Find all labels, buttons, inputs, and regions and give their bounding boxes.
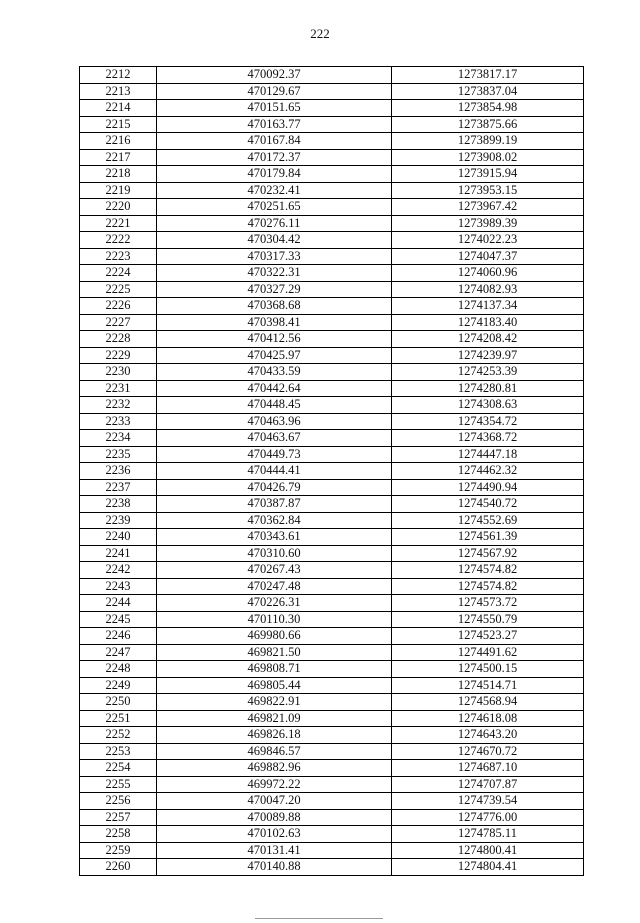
table-row xyxy=(80,512,584,529)
x-coordinate-cell: 470267.43 xyxy=(157,562,392,579)
y-coordinate-cell: 1274540.72 xyxy=(392,496,584,513)
point-number-cell: 2227 xyxy=(80,314,157,331)
table-row xyxy=(80,677,584,694)
table-row xyxy=(80,710,584,727)
table-row xyxy=(80,149,584,166)
table-row xyxy=(80,463,584,480)
x-coordinate-cell: 470131.41 xyxy=(157,842,392,859)
table-row xyxy=(80,628,584,645)
y-coordinate-cell: 1273953.15 xyxy=(392,182,584,199)
point-number-cell: 2219 xyxy=(80,182,157,199)
y-coordinate-cell: 1274082.93 xyxy=(392,281,584,298)
x-coordinate-cell: 470102.63 xyxy=(157,826,392,843)
table-row xyxy=(80,446,584,463)
point-number-cell: 2260 xyxy=(80,859,157,876)
point-number-cell: 2237 xyxy=(80,479,157,496)
y-coordinate-cell: 1274707.87 xyxy=(392,776,584,793)
y-coordinate-cell: 1273989.39 xyxy=(392,215,584,232)
point-number-cell: 2230 xyxy=(80,364,157,381)
point-number-cell: 2242 xyxy=(80,562,157,579)
point-number-cell: 2221 xyxy=(80,215,157,232)
table-row xyxy=(80,496,584,513)
x-coordinate-cell: 470362.84 xyxy=(157,512,392,529)
y-coordinate-cell: 1274800.41 xyxy=(392,842,584,859)
y-coordinate-cell: 1274643.20 xyxy=(392,727,584,744)
y-coordinate-cell: 1274514.71 xyxy=(392,677,584,694)
x-coordinate-cell: 470110.30 xyxy=(157,611,392,628)
point-number-cell: 2232 xyxy=(80,397,157,414)
point-number-cell: 2235 xyxy=(80,446,157,463)
point-number-cell: 2224 xyxy=(80,265,157,282)
point-number-cell: 2233 xyxy=(80,413,157,430)
table-row xyxy=(80,859,584,876)
x-coordinate-cell: 469980.66 xyxy=(157,628,392,645)
x-coordinate-cell: 470167.84 xyxy=(157,133,392,150)
y-coordinate-cell: 1274573.72 xyxy=(392,595,584,612)
y-coordinate-cell: 1274567.92 xyxy=(392,545,584,562)
point-number-cell: 2213 xyxy=(80,83,157,100)
y-coordinate-cell: 1274568.94 xyxy=(392,694,584,711)
point-number-cell: 2231 xyxy=(80,380,157,397)
table-row xyxy=(80,116,584,133)
table-row xyxy=(80,215,584,232)
x-coordinate-cell: 470322.31 xyxy=(157,265,392,282)
table-row xyxy=(80,776,584,793)
table-row xyxy=(80,694,584,711)
point-number-cell: 2240 xyxy=(80,529,157,546)
y-coordinate-cell: 1273908.02 xyxy=(392,149,584,166)
y-coordinate-cell: 1274574.82 xyxy=(392,578,584,595)
x-coordinate-cell: 470442.64 xyxy=(157,380,392,397)
table-row xyxy=(80,314,584,331)
x-coordinate-cell: 470387.87 xyxy=(157,496,392,513)
x-coordinate-cell: 470089.88 xyxy=(157,809,392,826)
point-number-cell: 2259 xyxy=(80,842,157,859)
point-number-cell: 2220 xyxy=(80,199,157,216)
table-row xyxy=(80,232,584,249)
table-row xyxy=(80,83,584,100)
point-number-cell: 2217 xyxy=(80,149,157,166)
y-coordinate-cell: 1274253.39 xyxy=(392,364,584,381)
y-coordinate-cell: 1273899.19 xyxy=(392,133,584,150)
y-coordinate-cell: 1274208.42 xyxy=(392,331,584,348)
table-row xyxy=(80,562,584,579)
point-number-cell: 2222 xyxy=(80,232,157,249)
x-coordinate-cell: 470172.37 xyxy=(157,149,392,166)
table-row xyxy=(80,760,584,777)
x-coordinate-cell: 470092.37 xyxy=(157,67,392,84)
y-coordinate-cell: 1273875.66 xyxy=(392,116,584,133)
table-row xyxy=(80,842,584,859)
point-number-cell: 2251 xyxy=(80,710,157,727)
page-number: 222 xyxy=(310,26,330,41)
x-coordinate-cell: 470179.84 xyxy=(157,166,392,183)
point-number-cell: 2252 xyxy=(80,727,157,744)
y-coordinate-cell: 1274137.34 xyxy=(392,298,584,315)
y-coordinate-cell: 1274550.79 xyxy=(392,611,584,628)
x-coordinate-cell: 470463.67 xyxy=(157,430,392,447)
point-number-cell: 2245 xyxy=(80,611,157,628)
y-coordinate-cell: 1274060.96 xyxy=(392,265,584,282)
point-number-cell: 2218 xyxy=(80,166,157,183)
point-number-cell: 2214 xyxy=(80,100,157,117)
table-row xyxy=(80,67,584,84)
y-coordinate-cell: 1274462.32 xyxy=(392,463,584,480)
x-coordinate-cell: 470463.96 xyxy=(157,413,392,430)
table-row xyxy=(80,199,584,216)
x-coordinate-cell: 470151.65 xyxy=(157,100,392,117)
x-coordinate-cell: 470398.41 xyxy=(157,314,392,331)
y-coordinate-cell: 1274687.10 xyxy=(392,760,584,777)
y-coordinate-cell: 1273854.98 xyxy=(392,100,584,117)
y-coordinate-cell: 1274308.63 xyxy=(392,397,584,414)
y-coordinate-cell: 1274491.62 xyxy=(392,644,584,661)
x-coordinate-cell: 470247.48 xyxy=(157,578,392,595)
y-coordinate-cell: 1274490.94 xyxy=(392,479,584,496)
point-number-cell: 2257 xyxy=(80,809,157,826)
table-row xyxy=(80,347,584,364)
x-coordinate-cell: 470412.56 xyxy=(157,331,392,348)
x-coordinate-cell: 470448.45 xyxy=(157,397,392,414)
table-row xyxy=(80,545,584,562)
y-coordinate-cell: 1274183.40 xyxy=(392,314,584,331)
x-coordinate-cell: 470449.73 xyxy=(157,446,392,463)
y-coordinate-cell: 1274280.81 xyxy=(392,380,584,397)
y-coordinate-cell: 1274354.72 xyxy=(392,413,584,430)
y-coordinate-cell: 1274022.23 xyxy=(392,232,584,249)
table-row xyxy=(80,265,584,282)
point-number-cell: 2246 xyxy=(80,628,157,645)
y-coordinate-cell: 1274776.00 xyxy=(392,809,584,826)
x-coordinate-cell: 469846.57 xyxy=(157,743,392,760)
point-number-cell: 2256 xyxy=(80,793,157,810)
x-coordinate-cell: 470129.67 xyxy=(157,83,392,100)
table-row xyxy=(80,364,584,381)
x-coordinate-cell: 469882.96 xyxy=(157,760,392,777)
point-number-cell: 2250 xyxy=(80,694,157,711)
y-coordinate-cell: 1274368.72 xyxy=(392,430,584,447)
x-coordinate-cell: 469821.50 xyxy=(157,644,392,661)
x-coordinate-cell: 470444.41 xyxy=(157,463,392,480)
point-number-cell: 2238 xyxy=(80,496,157,513)
point-number-cell: 2236 xyxy=(80,463,157,480)
y-coordinate-cell: 1274739.54 xyxy=(392,793,584,810)
table-row xyxy=(80,743,584,760)
y-coordinate-cell: 1274561.39 xyxy=(392,529,584,546)
coordinates-table-body xyxy=(80,67,584,876)
x-coordinate-cell: 470317.33 xyxy=(157,248,392,265)
y-coordinate-cell: 1274447.18 xyxy=(392,446,584,463)
point-number-cell: 2241 xyxy=(80,545,157,562)
point-number-cell: 2212 xyxy=(80,67,157,84)
point-number-cell: 2247 xyxy=(80,644,157,661)
table-row xyxy=(80,529,584,546)
point-number-cell: 2226 xyxy=(80,298,157,315)
y-coordinate-cell: 1274618.08 xyxy=(392,710,584,727)
table-row xyxy=(80,397,584,414)
y-coordinate-cell: 1274804.41 xyxy=(392,859,584,876)
table-row xyxy=(80,182,584,199)
x-coordinate-cell: 470343.61 xyxy=(157,529,392,546)
y-coordinate-cell: 1274552.69 xyxy=(392,512,584,529)
table-row xyxy=(80,809,584,826)
table-row xyxy=(80,248,584,265)
point-number-cell: 2248 xyxy=(80,661,157,678)
x-coordinate-cell: 470047.20 xyxy=(157,793,392,810)
x-coordinate-cell: 470276.11 xyxy=(157,215,392,232)
table-row xyxy=(80,331,584,348)
table-row xyxy=(80,413,584,430)
table-row xyxy=(80,644,584,661)
x-coordinate-cell: 470251.65 xyxy=(157,199,392,216)
y-coordinate-cell: 1273817.17 xyxy=(392,67,584,84)
y-coordinate-cell: 1274785.11 xyxy=(392,826,584,843)
x-coordinate-cell: 470426.79 xyxy=(157,479,392,496)
table-row xyxy=(80,793,584,810)
x-coordinate-cell: 470226.31 xyxy=(157,595,392,612)
table-row xyxy=(80,100,584,117)
y-coordinate-cell: 1274500.15 xyxy=(392,661,584,678)
coordinates-table xyxy=(79,66,584,876)
point-number-cell: 2243 xyxy=(80,578,157,595)
y-coordinate-cell: 1274670.72 xyxy=(392,743,584,760)
table-row xyxy=(80,826,584,843)
point-number-cell: 2254 xyxy=(80,760,157,777)
y-coordinate-cell: 1274239.97 xyxy=(392,347,584,364)
table-row xyxy=(80,611,584,628)
table-row xyxy=(80,298,584,315)
table-row xyxy=(80,430,584,447)
point-number-cell: 2215 xyxy=(80,116,157,133)
y-coordinate-cell: 1274047.37 xyxy=(392,248,584,265)
x-coordinate-cell: 469808.71 xyxy=(157,661,392,678)
x-coordinate-cell: 470310.60 xyxy=(157,545,392,562)
y-coordinate-cell: 1273837.04 xyxy=(392,83,584,100)
point-number-cell: 2225 xyxy=(80,281,157,298)
x-coordinate-cell: 469805.44 xyxy=(157,677,392,694)
point-number-cell: 2228 xyxy=(80,331,157,348)
x-coordinate-cell: 469822.91 xyxy=(157,694,392,711)
table-row xyxy=(80,595,584,612)
y-coordinate-cell: 1273967.42 xyxy=(392,199,584,216)
page-bottom-rule xyxy=(255,918,383,919)
x-coordinate-cell: 470327.29 xyxy=(157,281,392,298)
x-coordinate-cell: 470304.42 xyxy=(157,232,392,249)
point-number-cell: 2216 xyxy=(80,133,157,150)
point-number-cell: 2258 xyxy=(80,826,157,843)
table-row xyxy=(80,380,584,397)
point-number-cell: 2253 xyxy=(80,743,157,760)
x-coordinate-cell: 469826.18 xyxy=(157,727,392,744)
x-coordinate-cell: 470232.41 xyxy=(157,182,392,199)
y-coordinate-cell: 1273915.94 xyxy=(392,166,584,183)
point-number-cell: 2234 xyxy=(80,430,157,447)
x-coordinate-cell: 469821.09 xyxy=(157,710,392,727)
x-coordinate-cell: 470163.77 xyxy=(157,116,392,133)
point-number-cell: 2244 xyxy=(80,595,157,612)
table-row xyxy=(80,281,584,298)
x-coordinate-cell: 469972.22 xyxy=(157,776,392,793)
x-coordinate-cell: 470433.59 xyxy=(157,364,392,381)
table-row xyxy=(80,578,584,595)
table-row xyxy=(80,166,584,183)
y-coordinate-cell: 1274523.27 xyxy=(392,628,584,645)
table-row xyxy=(80,133,584,150)
y-coordinate-cell: 1274574.82 xyxy=(392,562,584,579)
point-number-cell: 2223 xyxy=(80,248,157,265)
x-coordinate-cell: 470425.97 xyxy=(157,347,392,364)
table-row xyxy=(80,479,584,496)
x-coordinate-cell: 470140.88 xyxy=(157,859,392,876)
point-number-cell: 2239 xyxy=(80,512,157,529)
table-row xyxy=(80,727,584,744)
table-row xyxy=(80,661,584,678)
point-number-cell: 2229 xyxy=(80,347,157,364)
x-coordinate-cell: 470368.68 xyxy=(157,298,392,315)
point-number-cell: 2249 xyxy=(80,677,157,694)
point-number-cell: 2255 xyxy=(80,776,157,793)
